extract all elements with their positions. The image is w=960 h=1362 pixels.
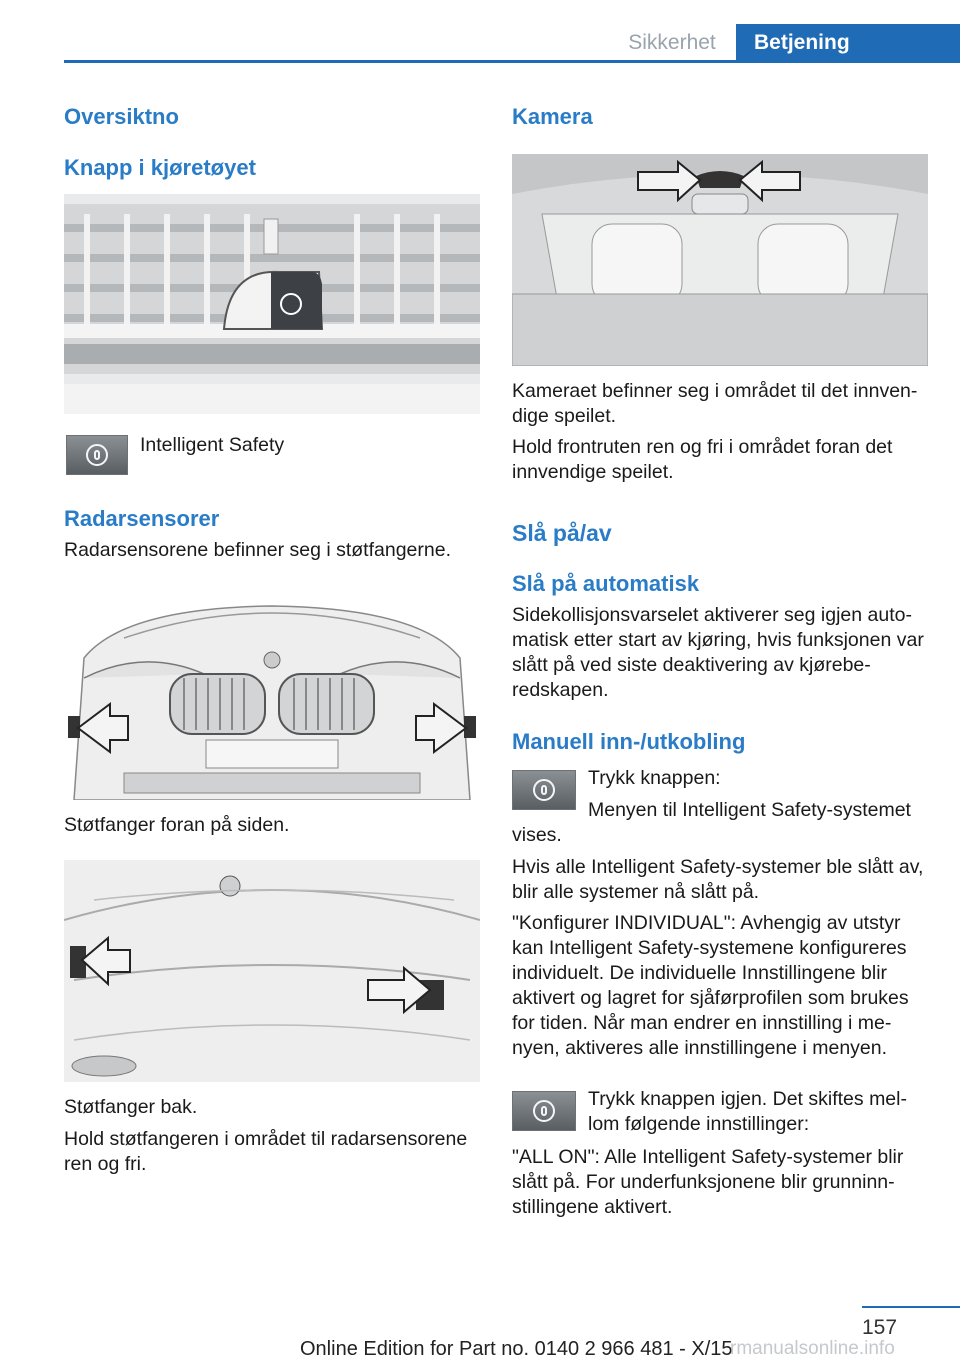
- radar-text: Radarsensorene befinner seg i støtfangerne.: [64, 539, 451, 561]
- button-caption: Intelligent Safety: [140, 434, 285, 456]
- auto-heading: Slå på automatisk: [512, 571, 700, 596]
- page-number: 157: [862, 1316, 898, 1339]
- config-text: "Konfigurer INDIVIDUAL": Avhengig av utstyr kan Intelligent Safety-systemene konfigureres individuelt. De individuelle Innstillingene blir aktivert og lagret for sjåførprofilen som brukes for tiden. Når man endrer en innstilling i me-nyen, aktiveres alle innstillingene i menyen.: [512, 912, 909, 1059]
- all-off-text: Hvis alle Intelligent Safety-systemer ble slått av, blir alle systemer nå slått på.: [512, 856, 924, 903]
- menu-shown-text: Menyen til Intelligent Safety-systemet vises.: [512, 799, 911, 846]
- tab-sikkerhet[interactable]: Sikkerhet: [628, 31, 716, 54]
- press-button-text: Trykk knappen:: [588, 767, 721, 789]
- all-on-text: "ALL ON": Alle Intelligent Safety-systemer blir slått på. For underfunksjonene blir grunninn-stillingene aktivert.: [512, 1146, 904, 1218]
- intelligent-safety-button-icon: [512, 1091, 576, 1131]
- rear-bumper-text: Hold støtfangeren i området til radarsensorene ren og fri.: [64, 1128, 468, 1175]
- footer-divider: [862, 1306, 960, 1308]
- caption-front-bumper: Støtfanger foran på siden.: [64, 814, 290, 836]
- watermark: rmanualsonline.info: [730, 1338, 895, 1359]
- radar-heading: Radarsensorer: [64, 506, 220, 531]
- caption-rear-bumper: Støtfanger bak.: [64, 1096, 198, 1118]
- section-title: Oversiktno: [64, 104, 179, 129]
- tab-betjening[interactable]: Betjening: [736, 24, 960, 63]
- camera-location-image: [512, 154, 928, 366]
- header-divider: [64, 60, 960, 63]
- camera-heading: Kamera: [512, 104, 593, 129]
- press-again-text: Trykk knappen igjen. Det skiftes mel-lom følgende innstillinger:: [588, 1088, 907, 1135]
- edition-text: Online Edition for Part no. 0140 2 966 481 - X/15: [300, 1338, 733, 1360]
- intelligent-safety-button-icon: [66, 435, 128, 475]
- onoff-heading: Slå på/av: [512, 520, 612, 546]
- camera-text-1: Kameraet befinner seg i området til det innven-dige speilet.: [512, 380, 918, 427]
- rear-bumper-image: [64, 860, 480, 1082]
- manual-heading: Manuell inn-/utkobling: [512, 729, 746, 754]
- front-bumper-image: [64, 578, 480, 800]
- camera-text-2: Hold frontruten ren og fri i området foran det innvendige speilet.: [512, 436, 893, 483]
- subheading-button: Knapp i kjøretøyet: [64, 155, 256, 180]
- grille-button-image: [64, 194, 480, 414]
- auto-text: Sidekollisjonsvarselet aktiverer seg igjen auto-matisk etter start av kjøring, hvis funksjonen var slått på ved siste deaktivering av kjørebe-redskapen.: [512, 604, 924, 701]
